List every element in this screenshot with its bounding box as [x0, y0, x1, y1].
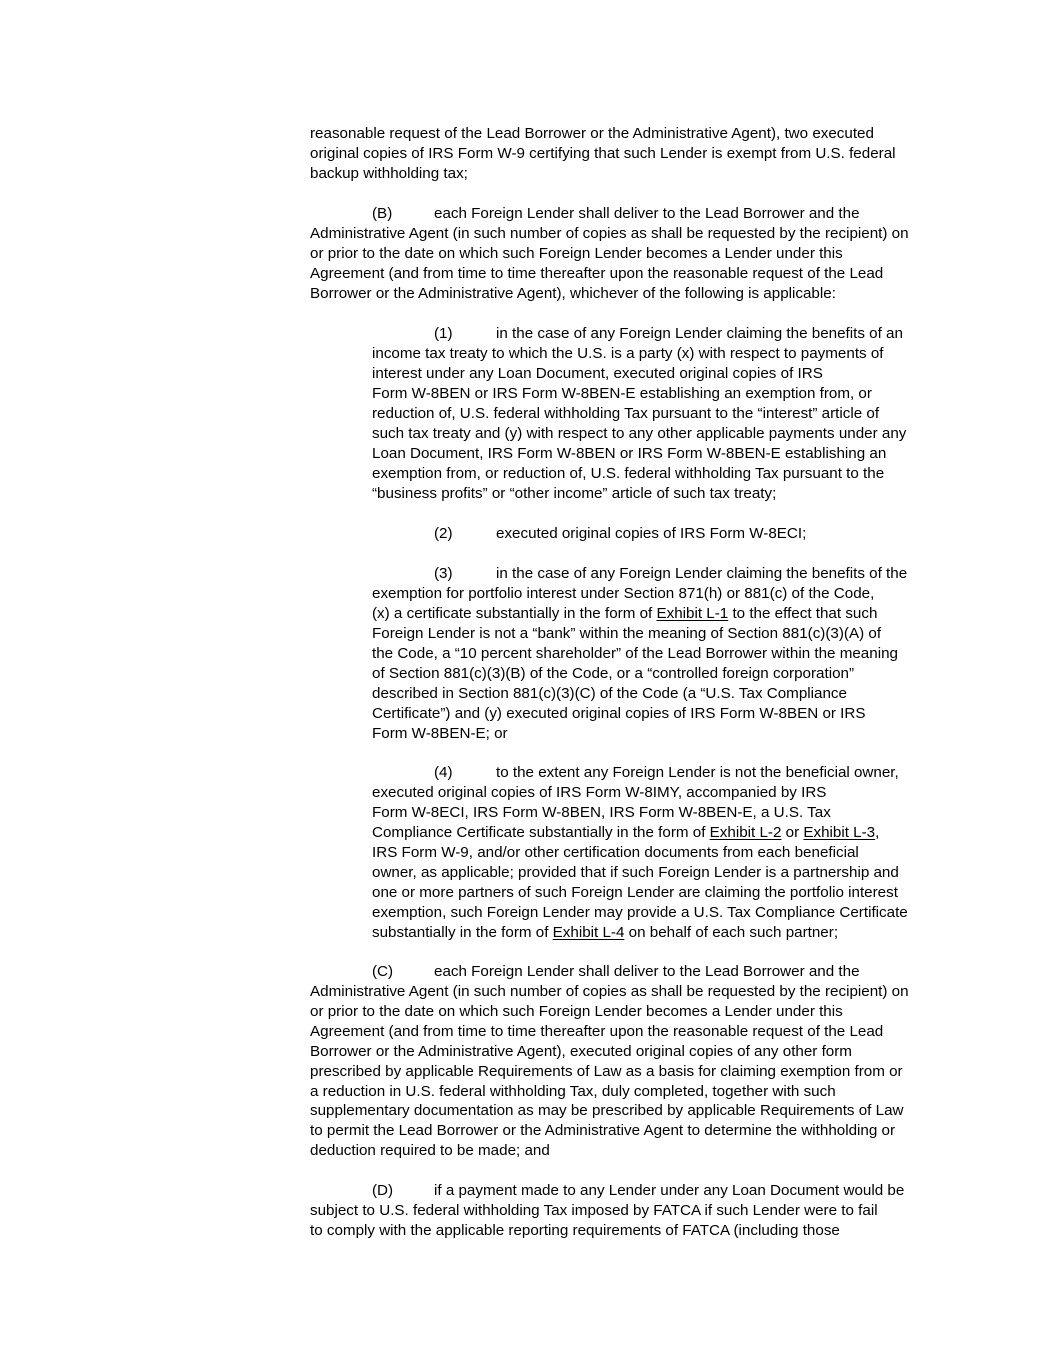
- line-text: ,: [875, 824, 880, 841]
- exhibit-l2-link[interactable]: Exhibit L-2: [709, 824, 782, 841]
- paragraph-line: exemption from, or reduction of, U.S. federal withholding Tax pursuant to the: [372, 465, 885, 482]
- paragraph-line: interest under any Loan Document, executed original copies of IRS: [372, 365, 823, 382]
- paragraph-line: to the extent any Foreign Lender is not the beneficial owner,: [496, 764, 899, 781]
- paragraph-line: in the case of any Foreign Lender claiming the benefits of the: [496, 565, 908, 582]
- paragraph-line: subject to U.S. federal withholding Tax imposed by FATCA if such Lender were to fail: [310, 1202, 878, 1219]
- paragraph-line: the Code, a “10 percent shareholder” of the Lead Borrower within the meaning: [372, 645, 898, 662]
- paragraph-line: Borrower or the Administrative Agent), whichever of the following is applicable:: [310, 285, 836, 302]
- paragraph-line: if a payment made to any Lender under any Loan Document would be: [434, 1182, 905, 1199]
- paragraph-line: income tax treaty to which the U.S. is a party (x) with respect to payments of: [372, 345, 884, 362]
- clause-label-1: (1): [434, 325, 453, 342]
- paragraph-line: exemption, such Foreign Lender may provide a U.S. Tax Compliance Certificate: [372, 904, 908, 921]
- line-text: Compliance Certificate substantially in the form of: [372, 824, 710, 841]
- paragraph-line: supplementary documentation as may be prescribed by applicable Requirements of Law: [310, 1102, 904, 1119]
- paragraph-line: Agreement (and from time to time thereafter upon the reasonable request of the Lead: [310, 1023, 884, 1040]
- paragraph-line: Loan Document, IRS Form W-8BEN or IRS Form W-8BEN-E establishing an: [372, 445, 887, 462]
- paragraph-line: or prior to the date on which such Foreign Lender becomes a Lender under this: [310, 245, 843, 262]
- paragraph-line: Administrative Agent (in such number of copies as shall be requested by the recipient) on: [310, 225, 909, 242]
- paragraph-line: to permit the Lead Borrower or the Administrative Agent to determine the withholding or: [310, 1122, 896, 1139]
- paragraph-line: one or more partners of such Foreign Lender are claiming the portfolio interest: [372, 884, 898, 901]
- paragraph-line: Form W-8ECI, IRS Form W-8BEN, IRS Form W-8BEN-E, a U.S. Tax: [372, 804, 831, 821]
- clause-label-4: (4): [434, 764, 453, 781]
- exhibit-l3-link[interactable]: Exhibit L-3: [803, 824, 876, 841]
- clause-label-3: (3): [434, 565, 453, 582]
- paragraph-line: executed original copies of IRS Form W-8IMY, accompanied by IRS: [372, 784, 827, 801]
- paragraph-line: executed original copies of IRS Form W-8ECI;: [496, 525, 807, 542]
- paragraph-line: such tax treaty and (y) with respect to any other applicable payments under any: [372, 425, 907, 442]
- exhibit-l1-link[interactable]: Exhibit L-1: [656, 605, 729, 622]
- paragraph-line: Administrative Agent (in such number of copies as shall be requested by the recipient) on: [310, 983, 909, 1000]
- clause-label-d: (D): [372, 1182, 394, 1199]
- paragraph-line: Borrower or the Administrative Agent), executed original copies of any other form: [310, 1043, 852, 1060]
- line-text: (x) a certificate substantially in the form of: [372, 605, 657, 622]
- paragraph-line: reasonable request of the Lead Borrower or the Administrative Agent), two executed: [310, 125, 874, 142]
- paragraph-line: reduction of, U.S. federal withholding Tax pursuant to the “interest” article of: [372, 405, 880, 422]
- paragraph-line: [372, 923, 838, 943]
- paragraph-line: in the case of any Foreign Lender claiming the benefits of an: [496, 325, 903, 342]
- paragraph-line: exemption for portfolio interest under Section 871(h) or 881(c) of the Code,: [372, 585, 875, 602]
- paragraph-line: “business profits” or “other income” article of such tax treaty;: [372, 485, 777, 502]
- paragraph-line: [372, 604, 877, 624]
- paragraph-line: Agreement (and from time to time thereafter upon the reasonable request of the Lead: [310, 265, 884, 282]
- paragraph-line: backup withholding tax;: [310, 165, 468, 182]
- paragraph-line: original copies of IRS Form W-9 certifying that such Lender is exempt from U.S. federal: [310, 145, 896, 162]
- clause-label-2: (2): [434, 525, 453, 542]
- clause-label-b: (B): [372, 205, 393, 222]
- paragraph-line: owner, as applicable; provided that if such Foreign Lender is a partnership and: [372, 864, 899, 881]
- paragraph-line: Form W-8BEN-E; or: [372, 725, 508, 742]
- paragraph-line: [372, 823, 879, 843]
- paragraph-line: each Foreign Lender shall deliver to the Lead Borrower and the: [434, 963, 860, 980]
- paragraph-line: a reduction in U.S. federal withholding Tax, duly completed, together with such: [310, 1083, 836, 1100]
- line-text: substantially in the form of: [372, 924, 553, 941]
- line-text: to the effect that such: [728, 605, 878, 622]
- paragraph-line: or prior to the date on which such Foreign Lender becomes a Lender under this: [310, 1003, 843, 1020]
- paragraph-line: Certificate”) and (y) executed original copies of IRS Form W-8BEN or IRS: [372, 705, 866, 722]
- paragraph-line: IRS Form W-9, and/or other certification documents from each beneficial: [372, 844, 859, 861]
- paragraph-line: Form W-8BEN or IRS Form W-8BEN-E establishing an exemption from, or: [372, 385, 872, 402]
- line-text: or: [781, 824, 804, 841]
- clause-label-c: (C): [372, 963, 394, 980]
- line-text: on behalf of each such partner;: [624, 924, 839, 941]
- paragraph-line: to comply with the applicable reporting requirements of FATCA (including those: [310, 1222, 840, 1239]
- paragraph-line: of Section 881(c)(3)(B) of the Code, or a “controlled foreign corporation”: [372, 665, 855, 682]
- paragraph-line: each Foreign Lender shall deliver to the Lead Borrower and the: [434, 205, 860, 222]
- paragraph-line: prescribed by applicable Requirements of Law as a basis for claiming exemption from or: [310, 1063, 903, 1080]
- paragraph-line: Foreign Lender is not a “bank” within the meaning of Section 881(c)(3)(A) of: [372, 625, 882, 642]
- paragraph-line: deduction required to be made; and: [310, 1142, 550, 1159]
- paragraph-line: described in Section 881(c)(3)(C) of the Code (a “U.S. Tax Compliance: [372, 685, 847, 702]
- exhibit-l4-link[interactable]: Exhibit L-4: [552, 924, 625, 941]
